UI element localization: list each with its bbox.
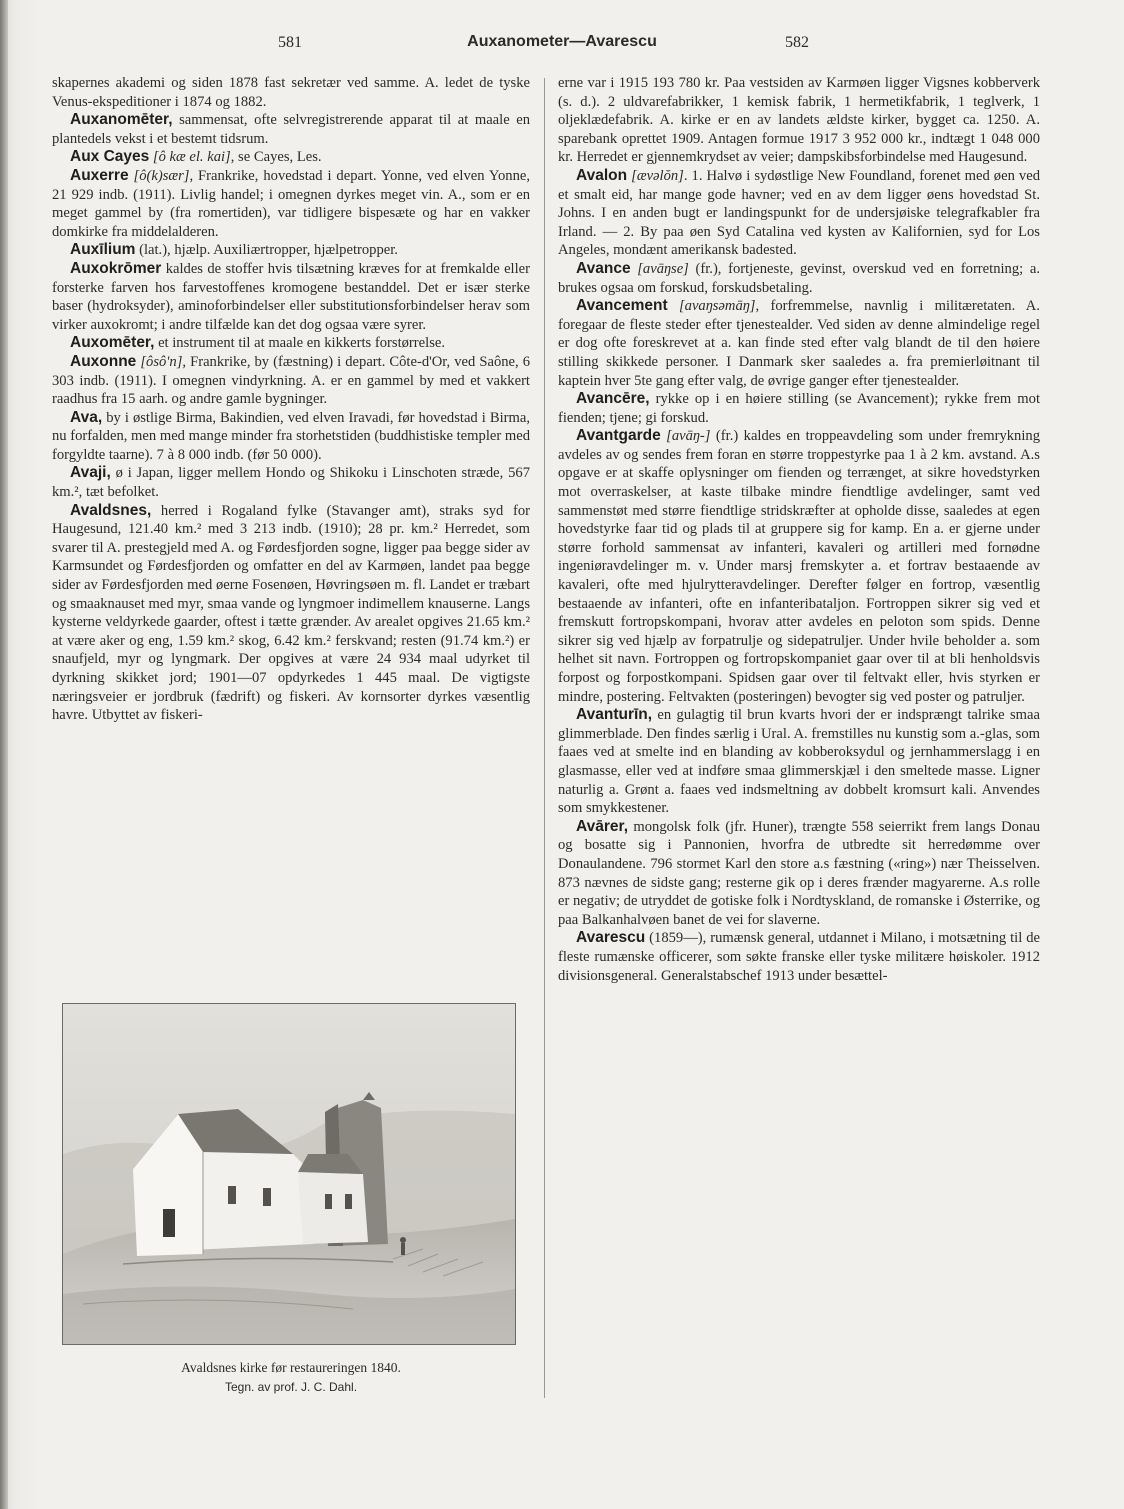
running-title: Auxanometer—Avarescu [467,33,657,50]
entry-text: . 1. Halvø i sydøstlige New Foundland, forenet med øen ved et smalt eid, har mange gode havner; ved en av dem ligger øens hovedstad St. Johns. I en anden bugt er landingspunkt for de undersjøiske telegrafkabler fra Irland. — 2. By paa øen Syd Catalina ved kysten av Kalifornien, syd for Los Angeles, mondænt amerikansk badested. [558,167,1040,259]
entry-pronunciation: [ô(k)sær] [128,167,190,184]
entry-text: erne var i 1915 193 780 kr. Paa vestsiden av Karmøen ligger Vigsnes kobberverk (s. d.). 2 uldvarefabrikker, 1 kemisk fabrik, 1 hermetikfabrik, 1 teglverk, 1 oljeklædefabrik. A. kirke er en av landets ældste kirker, bygget ca. 1250. A. sparebank oprettet 1909. Antagen formue 1917 3 952 000 kr., indtægt 1 048 000 kr. Herredet er gjennemkrydset av veier; dampskibsforbindelse med Haugesund. [558,75,1040,166]
right-column [558,74,1040,985]
dictionary-entry [558,297,1040,390]
entry-pronunciation: [ævəlŏn] [627,167,684,184]
entry-headword: Avarescu [576,929,646,947]
church-illustration [62,1003,516,1345]
dictionary-entry [558,260,1040,297]
entry-text: ø i Japan, ligger mellem Hondo og Shikoku i Linschoten stræde, 567 km.², tæt befolket. [52,465,530,501]
entry-text: , se Cayes, Les. [230,149,322,166]
entry-pronunciation: [ô kæ el. kai] [149,149,231,166]
entry-text: skapernes akademi og siden 1878 fast sekretær ved samme. A. ledet de tyske Venus-ekspeditioner i 1874 og 1882. [52,75,530,110]
entry-headword: Auxonne [70,352,137,370]
entry-headword: Avalon [576,166,628,184]
entry-text: en gulagtig til brun kvarts hvori der er indsprængt talrike smaa glimmerblade. Den findes særlig i Ural. A. fremstilles nu kunstig som a.-glas, som faaes ved at smelte ind en blanding av kobberoksydul og jernhammerslagg i en glasmasse, eller ved at indføre smaa glimmerskjæl i den smeltede masse. Ligner naturlig a. Grønt a. faaes ved indsmeltning av dobbelt kromsurt kali. Anvendes som smykkestener. [558,707,1040,817]
entry-headword: Auxīlium [70,241,136,259]
figure-credit: Tegn. av prof. J. C. Dahl. [224,1380,358,1394]
page-number-right: 582 [785,34,809,51]
entry-headword: Auxerre [70,166,129,184]
dictionary-entry [52,334,530,353]
entry-text: et instrument til at maale en kikkerts forstørrelse. [154,335,445,352]
page-header [0,30,1124,60]
entry-pronunciation: [avaŋsəmāŋ] [667,298,756,315]
dictionary-entry [52,260,530,334]
dictionary-entry [52,148,530,167]
entry-pronunciation: [avāŋ-] [660,428,711,445]
entry-text: (fr.) kaldes en troppeavdeling som under fremrykning avdeles av og sendes frem foran en større troppestyrke paa 1 à 2 km. avstand. A.s opgave er at skaffe oplysninger om fienden og terrænget, at sikre hovedstyrken mot overraskelser, at kaste tilbake mindre fiendtlige avdelinger, samt ved sammenstøt med større fiendtlige stridskræfter at opholde disse, saaledes at egen hovedstyrke faar tid og plads til at gruppere sig for kamp. En a. er gjerne under større forhold sammensat av infanteri, kavaleri og artilleri med fornødne ingeniøravdelinger m. v. Under marsj fremskyter a. et fortrav bestaaende av kavaleri, ofte med hjulrytteravdelinger. Derefter følger en fortrop, væsentlig bestaaende av infanteri, ofte en infanteribataljon. Fortroppen sikrer sig ved et fremskutt fortropskompani, hvorav atter avdeles en peloton som spids. Denne sikrer sig ved hjælp av forpatrulje og sidepatruljer. Under hvile beholder a. som helhet sit navn. Fortroppen og fortropskompaniet gaar over til at bli henholdsvis forpost og forpostkompani. Spidsen gaar over til feltvakt eller, hvis styrken er mindre, postering. Feltvakten (posteringen) bevogter sig ved poster og patruljer. [558,428,1040,705]
entry-headword: Avaldsnes, [70,501,152,519]
column-divider [544,78,545,1398]
dictionary-entry [558,706,1040,818]
entry-headword: Auxokrōmer [70,259,162,277]
dictionary-entry [558,929,1040,985]
entry-text: mongolsk folk (jfr. Huner), trængte 558 seierrikt frem langs Donau og bosatte sig i Pannonien, hvorfra de utbredte sit herredømme over Donaulandene. 796 stormet Karl den store a.s fæstning («ring») nær Theisselven. 873 nævnes de sidste gang; resterne gik op i deres frænder magyarerne. A.s rolle er negativ; de utryddet de gotiske folk i Nordtyskland, de romanske i Østerrike, og paa Balkanhalvøen banet de vei for slaverne. [558,818,1040,928]
entry-text: (1859—), rumænsk general, utdannet i Milano, i motsætning til de fleste rumænske officerer, som søkte franske eller tyske militære høiskoler. 1912 divisionsgeneral. Generalstabschef 1913 under besættel- [558,930,1040,984]
dictionary-entry [558,390,1040,427]
entry-text: kaldes de stoffer hvis tilsætning kræves for at fremkalde eller forsterke farven hos farvestoffenes kromogene bestanddel. Det er især sterke baser (hydroksyder), aminoforbindelser eller substitutionsforbindelser herav som virker auxokromt; i andre tilfælde kan det dog ogsaa være syrer. [52,260,530,333]
entry-text: , Frankrike, by (fæstning) i depart. Côte-d'Or, ved Saône, 6 303 indb. (1911). I omegnen vindyrkning. A. er en gammel by med et vakkert raadhus fra 15 aarh. og andre gamle bygninger. [52,353,530,408]
page-number-left: 581 [278,34,302,51]
dictionary-entry [52,502,530,725]
dictionary-entry [558,74,1040,167]
figure-caption: Avaldsnes kirke før restaureringen 1840. [181,1360,401,1375]
entry-text: (fr.), fortjeneste, gevinst, overskud ved en forretning; a. brukes ogsaa om forskud, forskudsbetaling. [558,260,1040,296]
church-drawing [63,1004,515,1344]
dictionary-entry [558,427,1040,706]
entry-headword: Avaji, [70,464,111,482]
entry-headword: Avance [576,259,631,277]
entry-text: rykke op i en høiere stilling (se Avancement); rykke frem mot fienden; tjene; gi forskud. [558,391,1040,426]
entry-headword: Auxanomēter, [70,111,173,129]
book-spine-shadow [0,0,8,1509]
entry-pronunciation: [ôsô'n] [136,353,183,370]
entry-headword: Avantgarde [576,427,661,445]
entry-headword: Avancement [576,297,668,315]
dictionary-entry [52,74,530,111]
entry-text: by i østlige Birma, Bakindien, ved elven Iravadi, før hovedstad i Birma, nu forfalden, men med mange minder fra storhetstiden (buddhistiske templer med forgyldte taarne). 7 à 8 000 indb. (før 50 000). [52,409,530,463]
entry-text: sammensat, ofte selvregistrerende apparat til at maale en plantedels vekst i et bestemt tidsrum. [52,112,530,147]
entry-headword: Aux Cayes [70,148,150,166]
dictionary-entry [52,353,530,409]
entry-headword: Avancēre, [576,390,650,408]
entry-headword: Avanturīn, [576,706,653,724]
dictionary-entry [52,464,530,501]
entry-headword: Ava, [70,408,103,426]
entry-text: , forfremmelse, navnlig i militæretaten. A. foregaar de fleste steder efter tjenestealder. Ved siden av denne almindelige regel er dog ofte foreskrevet at a. kan finde sted efter valg blandt de til den høiere stilling skikkede personer. I Danmark sker saaledes a. fra premierløitnant til kaptein hver 5te gang efter valg, de øvrige ganger efter tjenestealder. [558,298,1040,389]
entry-headword: Auxomēter, [70,334,155,352]
entry-pronunciation: [avāŋse] [630,260,689,277]
entry-text: , Frankrike, hovedstad i depart. Yonne, ved elven Yonne, 21 929 indb. (1911). Livlig handel; i omegnen dyrkes meget vin. A., som er en meget gammel by (fra romertiden), var tidligere bispesæte og har en vakker domkirke fra middelalderen. [52,167,531,240]
entry-text: (lat.), hjælp. Auxiliærtropper, hjælpetropper. [135,242,398,259]
entry-text: herred i Rogaland fylke (Stavanger amt), straks syd for Haugesund, 121.40 km.² med 3 213 indb. (1910); 28 pr. km.² Herredet, som svarer til A. prestegjeld med A. og Førdesfjorden sogne, ligger paa begge sider av Karmsundet og Førdesfjorden og omfatter en del av Karmøen, landet paa begge sider av Førdesfjorden med øerne Fosenøen, Høvringsøen m. fl. Landet er træbart og smaaknauset med myr, smaa vande og lyngmoer indimellem knauserne. Langs kysterne veldyrkede gaarder, oftest i tætte grænder. Av arealet opgives 21.65 km.² at være aker og eng, 1.59 km.² skog, 6.42 km.² ferskvand; resten (91.74 km.²) er snaufjeld, myr og lyngmark. Der opgives at være 24 934 maal udyrket til dyrkning skikket jord; 1901—07 opdyrkedes 1 445 maal. De vigtigste næringsveier er jordbruk (fædrift) og fiskeri. Av kornsorter dyrkes væsentlig havre. Utbyttet av fiskeri- [52,502,530,724]
entry-headword: Avārer, [576,817,628,835]
dictionary-entry [52,241,530,260]
dictionary-entry [52,409,530,465]
dictionary-entry [52,111,530,148]
dictionary-entry [558,818,1040,930]
dictionary-entry [52,167,530,241]
left-column [52,74,530,725]
dictionary-entry [558,167,1040,260]
